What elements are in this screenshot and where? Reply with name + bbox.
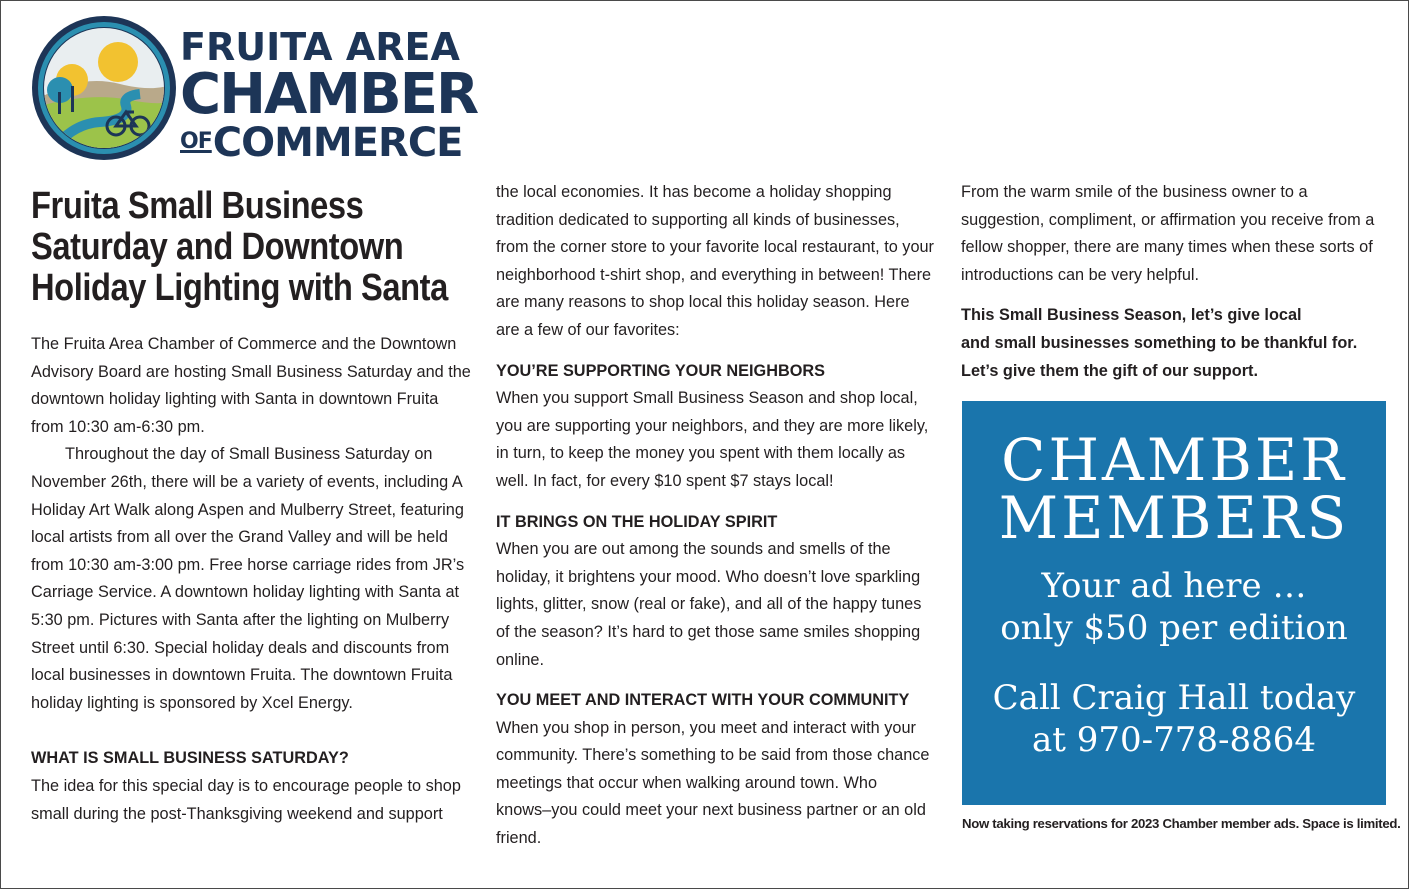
ad-reservation-note: Now taking reservations for 2023 Chamber member ads. Space is limited. <box>962 816 1401 831</box>
section-heading: YOU MEET AND INTERACT WITH YOUR COMMUNITY <box>496 691 910 710</box>
closing-line: and small businesses something to be thankful for. <box>961 333 1358 352</box>
article-column-1 <box>31 186 471 828</box>
section-body: When you shop in person, you meet and interact with your community. There’s something to be said from those chance meetings that occur when walking around town. Who knows–you could meet your next business partner or an old friend. <box>496 718 930 848</box>
chamber-emblem-icon <box>30 14 178 162</box>
article-headline <box>31 186 478 309</box>
logo-of: OF <box>180 129 212 154</box>
logo-line-2: CHAMBER <box>180 62 478 127</box>
logo-wordmark <box>180 25 478 166</box>
headline-line: Holiday Lighting with Santa <box>31 267 448 309</box>
ad-title-line: CHAMBER <box>1001 426 1347 494</box>
closing-line: Let’s give them the gift of our support. <box>961 361 1258 380</box>
chamber-logo <box>30 14 490 164</box>
ad-offer-line: only $50 per edition <box>1000 608 1348 648</box>
logo-line-1: FRUITA AREA <box>180 25 460 69</box>
ad-offer <box>962 565 1386 649</box>
ad-contact-line: at 970-778-8864 <box>1031 720 1317 760</box>
section-body: When you are out among the sounds and smells of the holiday, it brightens your mood. Who doesn’t love sparkling lights, glitter, snow (real or fake), and all of the happy tunes of the season? It’s hard to get those same smiles shopping online. <box>496 540 922 669</box>
events-paragraph: Throughout the day of Small Business Saturday on November 26th, there will be a variety of events, including A Holiday Art Walk along Aspen and Mulberry Street, featuring local artists from all over the Grand Valley and will be held from 10:30 am-3:00 pm. Free horse carriage rides from JR’s Carriage Service. A downtown holiday lighting with Santa at 5:30 pm. Pictures with Santa after the lighting on Mulberry Street until 6:30. Special holiday deals and discounts from local businesses in downtown Fruita. The downtown Fruita holiday lighting is sponsored by Xcel Energy. <box>31 445 465 712</box>
headline-line: Fruita Small Business <box>31 185 364 227</box>
article-column-2 <box>496 179 936 853</box>
continuation-paragraph: From the warm smile of the business owner to a suggestion, compliment, or affirmation you receive from a fellow shopper, there are many times when these sorts of introductions can be very helpful. <box>961 183 1375 284</box>
ad-contact-line: Call Craig Hall today <box>992 678 1356 718</box>
ad-contact <box>962 677 1386 761</box>
what-is-heading: WHAT IS SMALL BUSINESS SATURDAY? <box>31 749 349 768</box>
ad-title-line: MEMBERS <box>998 484 1350 552</box>
article-column-3 <box>961 179 1391 385</box>
what-is-body-continued: the local economies. It has become a holiday shopping tradition dedicated to supporting all kinds of businesses, from the corner store to your favorite local restaurant, to your neighborhood t-shirt shop, and everything in between! There are many reasons to shop local this holiday season. Here are a few of our favorites: <box>496 183 934 339</box>
section-body: When you support Small Business Season and shop local, you are supporting your neighbors, and they are more likely, in turn, to keep the money you spent with them locally as well. In fact, for every $10 spent $7 stays local! <box>496 389 929 490</box>
logo-commerce: COMMERCE <box>212 120 463 166</box>
ad-offer-line: Your ad here … <box>1041 566 1307 606</box>
section-heading: YOU’RE SUPPORTING YOUR NEIGHBORS <box>496 361 825 380</box>
headline-line: Saturday and Downtown <box>31 226 404 268</box>
what-is-body: The idea for this special day is to encourage people to shop small during the post-Thanksgiving weekend and support <box>31 776 461 823</box>
ad-title <box>962 426 1386 552</box>
intro-paragraph: The Fruita Area Chamber of Commerce and the Downtown Advisory Board are hosting Small Business Saturday and the downtown holiday lighting with Santa in downtown Fruita from 10:30 am-6:30 pm. <box>31 335 471 436</box>
closing-line: This Small Business Season, let’s give local <box>961 306 1302 325</box>
section-heading: IT BRINGS ON THE HOLIDAY SPIRIT <box>496 512 778 531</box>
logo-line-3 <box>180 120 477 166</box>
chamber-members-ad <box>962 401 1386 805</box>
